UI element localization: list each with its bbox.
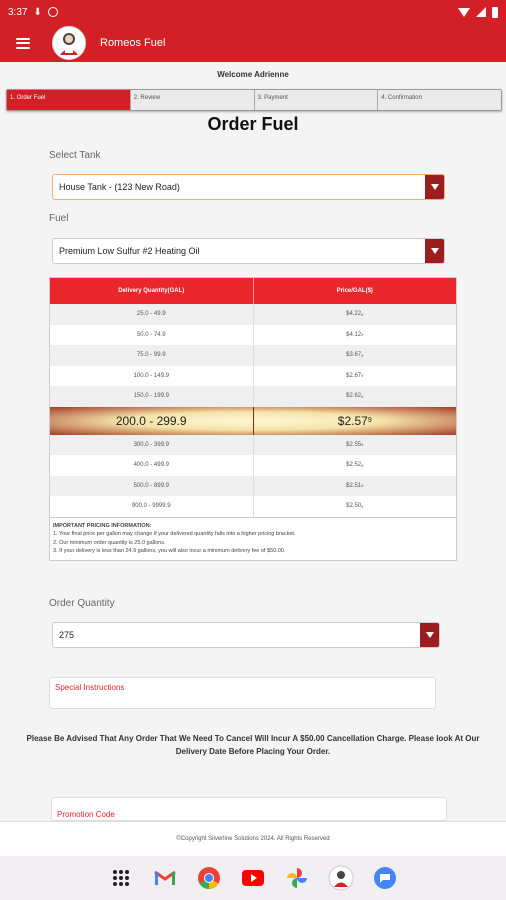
promotion-code-placeholder: Promotion Code: [57, 810, 115, 819]
quantity-range: 100.0 - 149.9: [50, 366, 254, 387]
price-per-gallon: [254, 435, 457, 456]
table-row: [50, 345, 456, 366]
table-row: [50, 386, 456, 407]
quantity-select-value: 275: [59, 630, 75, 640]
quantity-range: 200.0 - 299.9: [50, 407, 254, 435]
table-row: [50, 496, 456, 517]
quantity-range: 400.0 - 499.9: [50, 455, 254, 476]
price-value: $2.67: [346, 372, 362, 379]
price-value: $2.50: [346, 503, 362, 510]
page-title: Order Fuel: [207, 114, 299, 134]
photos-icon[interactable]: [284, 865, 310, 891]
chevron-down-icon: [420, 623, 439, 647]
price-value: $4.22: [346, 311, 362, 318]
price-per-gallon: [254, 455, 457, 476]
quantity-range: 50.0 - 74.9: [50, 325, 254, 346]
table-row: [50, 366, 456, 387]
pricing-notes: [50, 517, 456, 560]
status-bar: [0, 0, 506, 24]
price-fraction: 9: [361, 311, 364, 317]
menu-icon[interactable]: [16, 38, 30, 49]
quantity-range: 300.0 - 399.9: [50, 435, 254, 456]
price-value: $3.67: [346, 352, 362, 359]
step-payment[interactable]: 3. Payment: [255, 90, 379, 110]
chevron-down-icon: [425, 239, 444, 263]
table-row: [50, 435, 456, 456]
quantity-select[interactable]: [52, 622, 440, 648]
battery-icon: [492, 7, 498, 18]
download-icon: ⬇: [33, 6, 42, 18]
pricing-notes-title: IMPORTANT PRICING INFORMATION:: [53, 522, 152, 529]
promotion-code-field[interactable]: [51, 797, 447, 821]
price-per-gallon: [254, 496, 457, 517]
apps-icon[interactable]: [108, 865, 134, 891]
price-value: $2.55: [346, 441, 362, 448]
quantity-range: 500.0 - 899.9: [50, 476, 254, 497]
price-value: $2.57: [337, 413, 368, 428]
pricing-note: 3. If your delivery is less than 24.9 gallons, you will also incur a minimum delivery fee of $50.00.: [53, 548, 286, 555]
table-row: [50, 304, 456, 325]
step-review[interactable]: 2. Review: [131, 90, 255, 110]
price-fraction: 9: [361, 393, 364, 399]
tank-select[interactable]: [52, 174, 445, 200]
fuel-select-value: Premium Low Sulfur #2 Heating Oil: [59, 246, 200, 256]
header-price: Price/GAL($): [336, 288, 373, 294]
pricing-note: 2. Our minimum order quantity is 25.0 gallons.: [53, 539, 166, 546]
price-fraction: 9: [361, 483, 364, 489]
quantity-label: Order Quantity: [49, 598, 115, 609]
price-value: $2.51: [346, 482, 362, 489]
price-fraction: 9: [361, 442, 364, 448]
app-logo: [52, 26, 86, 60]
price-per-gallon: [254, 386, 457, 407]
pricing-table-header: [50, 278, 456, 304]
special-instructions-field[interactable]: [49, 677, 436, 709]
table-row: [50, 476, 456, 497]
welcome-message: Welcome Adrienne: [217, 70, 289, 79]
messages-icon[interactable]: [372, 865, 398, 891]
price-fraction: 9: [361, 352, 364, 358]
pricing-table: [49, 277, 457, 561]
status-time: 3:37: [8, 6, 28, 18]
price-fraction: 9: [361, 373, 364, 379]
fuel-select[interactable]: [52, 238, 445, 264]
chevron-down-icon: [425, 175, 444, 199]
quantity-range: 150.0 - 199.9: [50, 386, 254, 407]
sync-icon: [48, 7, 58, 17]
checkout-steps: [6, 89, 502, 111]
gmail-icon[interactable]: [152, 865, 178, 891]
price-value: $2.62: [346, 393, 362, 400]
price-fraction: 9: [361, 462, 364, 468]
quantity-range: 75.0 - 99.9: [50, 345, 254, 366]
cancellation-notice: Please Be Advised That Any Order That We Need To Cancel Will Incur A $50.00 Cancellation Charge. Please look At Our Delivery Date Before Placing Your Order.: [26, 734, 480, 756]
fuel-label: Fuel: [49, 213, 69, 224]
table-row: [50, 455, 456, 476]
romeos-fuel-icon[interactable]: [328, 865, 354, 891]
tank-select-value: House Tank - (123 New Road): [59, 182, 180, 192]
price-per-gallon: [254, 325, 457, 346]
app-dock: [0, 856, 506, 900]
table-row: [50, 325, 456, 346]
price-per-gallon: [254, 345, 457, 366]
price-fraction: 9: [361, 332, 364, 338]
price-per-gallon: [254, 366, 457, 387]
youtube-icon[interactable]: [240, 865, 266, 891]
price-per-gallon: [254, 407, 457, 435]
signal-icon: [476, 7, 486, 17]
price-fraction: 9: [361, 503, 364, 509]
price-value: $4.12: [346, 331, 362, 338]
step-confirmation[interactable]: 4. Confirmation: [378, 90, 501, 110]
price-fraction: 9: [367, 417, 372, 424]
table-row: [50, 407, 456, 435]
footer: [0, 821, 506, 856]
price-per-gallon: [254, 476, 457, 497]
pricing-table-body: [50, 304, 456, 517]
quantity-range: 25.0 - 49.9: [50, 304, 254, 325]
pricing-note: 1. Your final price per gallon may change if your delivered quantity falls into a higher pricing bracket.: [53, 531, 296, 538]
copyright-text: ©Copyright Silverline Solutions 2024. All Rights Reserved: [176, 836, 330, 842]
chrome-icon[interactable]: [196, 865, 222, 891]
app-bar: [0, 24, 506, 62]
special-instructions-placeholder: Special Instructions: [55, 683, 125, 692]
app-title: Romeos Fuel: [100, 37, 166, 49]
price-per-gallon: [254, 304, 457, 325]
header-quantity: Delivery Quantity(GAL): [50, 278, 254, 304]
price-value: $2.52: [346, 462, 362, 469]
quantity-range: 900.0 - 9999.9: [50, 496, 254, 517]
tank-label: Select Tank: [49, 150, 101, 161]
wifi-icon: [458, 8, 470, 17]
step-order-fuel[interactable]: 1. Order Fuel: [7, 90, 131, 110]
